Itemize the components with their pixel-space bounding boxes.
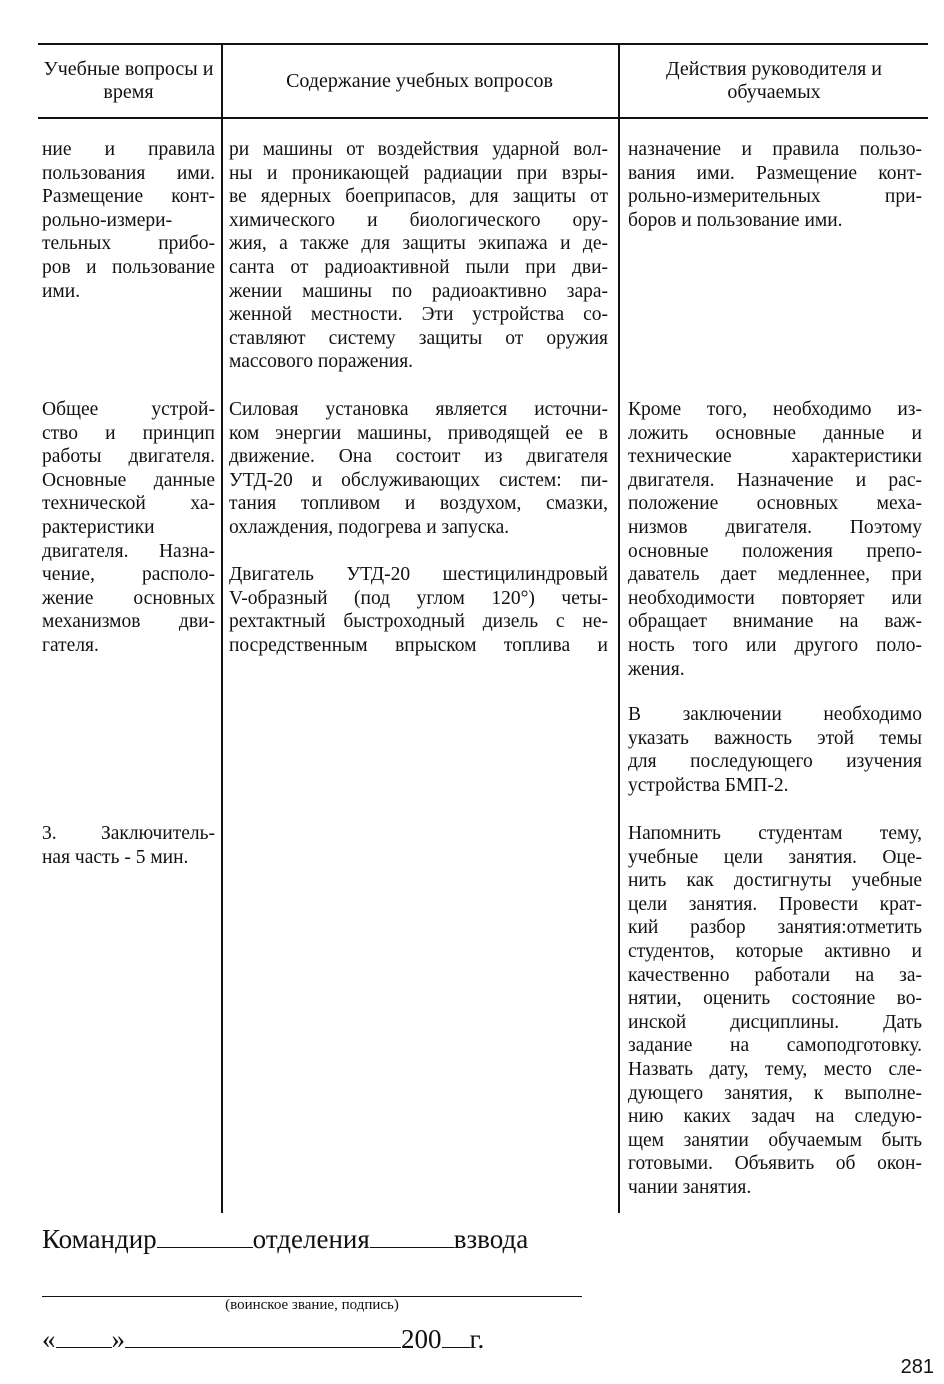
text-line: положение основных меха- [628, 493, 922, 515]
text-line: Напомнить студентам тему, [628, 823, 922, 844]
table-header-border [38, 117, 928, 119]
blank-month [125, 1325, 401, 1348]
text-line: необходимости повторяет или [628, 587, 922, 609]
text-line: механизмов дви- [42, 611, 215, 633]
row3-col3 [628, 822, 922, 1200]
row1-col3 [628, 138, 922, 232]
row2-col2-paragraph1 [229, 398, 608, 540]
text-line: ство и принцип [42, 422, 215, 444]
text-line: основные положения препо- [628, 540, 922, 562]
text-line: гателя. [42, 634, 99, 656]
text-line: 3. Заключитель- [42, 823, 215, 844]
text-line: задание на самоподготовку. [628, 1035, 922, 1057]
header-col-questions-text: Учебные вопросы и время [43, 58, 214, 103]
text-line: жия, а также для защиты экипажа и де- [229, 233, 608, 255]
text-line: рактеристики [42, 516, 155, 538]
text-line: учебные цели занятия. Оце- [628, 846, 922, 868]
date-line [42, 1322, 484, 1356]
platoon-word: взвода [453, 1224, 529, 1254]
text-line: цели занятия. Провести крат- [628, 893, 922, 915]
quote-open: « [42, 1324, 56, 1354]
row2-col3-paragraph1 [628, 398, 922, 681]
row2-col2-paragraph2 [229, 563, 608, 657]
text-line: нию каких задач на следую- [628, 1106, 922, 1128]
commander-signature-line [42, 1222, 528, 1256]
text-line: УТД-20 и обслуживающих систем: пи- [229, 469, 608, 491]
text-line: дующего занятия, к выполне- [628, 1082, 922, 1104]
blank-field [157, 1225, 253, 1248]
header-col-actions-text: Действия руководителя и обучаемых [666, 58, 882, 103]
text-line: ны и проникающей радиации при взры- [229, 162, 608, 184]
text-line: обращает внимание на важ- [628, 611, 922, 633]
text-line: посредственным впрыском топлива и [229, 634, 608, 656]
text-line: технические характеристики [628, 446, 922, 468]
text-line: инской дисциплины. Дать [628, 1011, 922, 1033]
row1-col1 [42, 138, 215, 303]
commander-word: Командир [42, 1224, 157, 1254]
text-line: студентов, которые активно и [628, 940, 922, 962]
text-line: санта от радиоактивной пыли при дви- [229, 256, 608, 278]
text-line: жение основных [42, 587, 215, 609]
quote-close: » [111, 1324, 125, 1354]
text-line: готовыми. Объявить об окон- [628, 1153, 922, 1175]
text-line: кий разбор занятия:отметить [628, 917, 922, 939]
text-line: указать важность этой темы [628, 727, 922, 749]
text-line: жения. [628, 658, 685, 680]
text-line: ставляют систему защиты от оружия [229, 327, 608, 349]
blank-day [56, 1325, 112, 1348]
text-line: ная часть - 5 мин. [42, 846, 189, 868]
text-line: устройства БМП-2. [628, 774, 789, 796]
header-col-content-text: Содержание учебных вопросов [286, 69, 553, 92]
text-line: Основные данные [42, 469, 215, 491]
text-line: Общее устрой- [42, 399, 215, 420]
text-line: чании занятия. [628, 1176, 752, 1198]
row1-col2 [229, 138, 608, 374]
text-line: охлаждения, подогрева и запуска. [229, 516, 510, 538]
text-line: даватель дает медленнее, при [628, 564, 922, 586]
text-line: рольно-измери- [42, 209, 173, 231]
text-line: работы двигателя. [42, 446, 215, 468]
text-line: для последующего изучения [628, 751, 922, 773]
text-line: чение, располо- [42, 564, 215, 586]
text-line: жении машины по радиоактивно зара- [229, 280, 608, 302]
row2-col3-paragraph2 [628, 703, 922, 797]
text-line: пользования ими. [42, 162, 215, 184]
column-divider-2 [618, 43, 620, 1213]
text-line: назначение и правила пользо- [628, 139, 922, 160]
year-suffix: г. [469, 1324, 485, 1354]
text-line: двигателя. Назна- [42, 540, 215, 562]
blank-year [442, 1325, 470, 1348]
text-line: щем занятии обучаемым быть [628, 1129, 922, 1151]
blank-field [370, 1225, 454, 1248]
table-top-border [38, 43, 928, 45]
text-line: женной местности. Эти устройства со- [229, 304, 608, 326]
text-line: качественно работали на за- [628, 964, 922, 986]
header-col-content [223, 46, 616, 116]
text-line: тельных прибо- [42, 233, 215, 255]
rank-caption: (воинское звание, подпись) [225, 1297, 399, 1313]
text-line: движение. Она состоит из двигателя [229, 446, 608, 468]
text-line: двигателя. Назначение и рас- [628, 469, 922, 491]
text-line: химического и биологического ору- [229, 209, 608, 231]
text-line: ложить основные данные и [628, 422, 922, 444]
row2-col1 [42, 398, 215, 658]
text-line: нятии, оценить состояние во- [628, 988, 922, 1010]
text-line: рольно-измерительных при- [628, 186, 922, 208]
text-line: ими. [42, 280, 81, 302]
text-line: низмов двигателя. Поэтому [628, 516, 922, 538]
text-line: ком энергии машины, приводящей ее в [229, 422, 608, 444]
text-line: ние и правила [42, 139, 215, 160]
text-line: В заключении необходимо [628, 704, 922, 725]
text-line: V-образный (под углом 120°) четы- [229, 587, 608, 609]
text-line: технической ха- [42, 493, 215, 515]
text-line: ров и пользование [42, 256, 215, 278]
text-line: рехтактный быстроходный дизель с не- [229, 611, 608, 633]
row3-col1 [42, 822, 215, 869]
text-line: Кроме того, необходимо из- [628, 399, 922, 420]
text-line: Силовая установка является источни- [229, 399, 608, 420]
squad-word: отделения [252, 1224, 370, 1254]
text-line: Назвать дату, тему, место сле- [628, 1058, 922, 1080]
text-line: тания топливом и воздухом, смазки, [229, 493, 608, 515]
header-col-actions [620, 46, 928, 116]
text-line: массового поражения. [229, 351, 414, 373]
text-line: ность того или другого поло- [628, 634, 922, 656]
text-line: нить как достигнуты учебные [628, 870, 922, 892]
header-col-questions [38, 46, 219, 116]
text-line: ве ядерных боеприпасов, для защиты от [229, 186, 608, 208]
text-line: Двигатель УТД-20 шестицилиндровый [229, 564, 608, 585]
year-prefix: 200 [401, 1324, 442, 1354]
page-number: 281 [900, 1356, 934, 1378]
text-line: ри машины от воздействия ударной вол- [229, 139, 608, 160]
text-line: боров и пользование ими. [628, 209, 843, 231]
text-line: вания ими. Размещение конт- [628, 162, 922, 184]
text-line: Размещение конт- [42, 186, 215, 208]
column-divider-1 [221, 43, 223, 1213]
